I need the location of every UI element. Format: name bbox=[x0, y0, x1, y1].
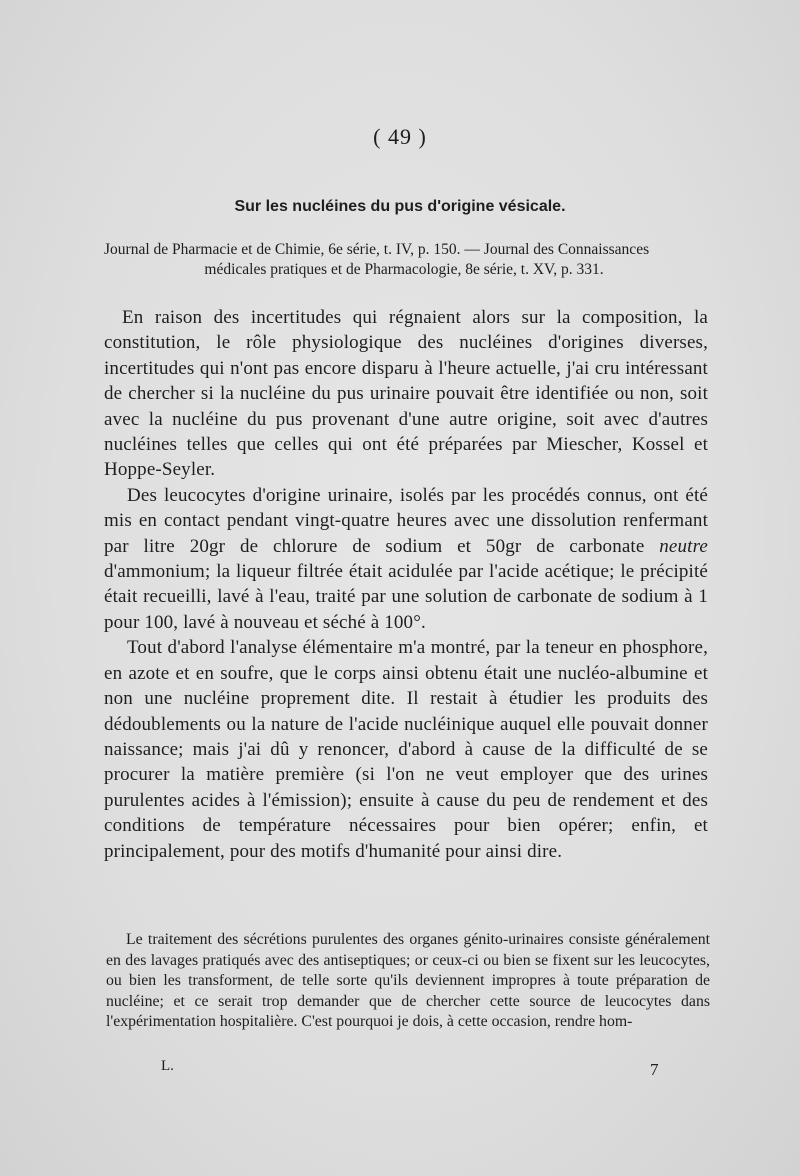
article-title: Sur les nucléines du pus d'origine vésicale. bbox=[234, 198, 566, 215]
paragraph-2-italic: neutre bbox=[659, 535, 708, 557]
paragraph-2-part-b: d'ammonium; la liqueur filtrée était acidulée par l'acide acétique; le précipité était recueilli, lavé à l'eau, traité par une solution de carbonate de sodium à 1 pour 100, lavé à nouveau et séché à 100°. bbox=[104, 561, 708, 633]
journal-reference bbox=[104, 240, 704, 280]
body-text bbox=[104, 305, 708, 864]
paragraph-1: En raison des incertitudes qui régnaient alors sur la composition, la constitution, le rôle physiologique des nucléines d'origines diverses, incertitudes qui n'ont pas encore disparu à l'heure actuelle, j'ai cru intéressant de chercher si la nucléine du pus urinaire pouvait être identifiée ou non, soit avec la nucléine du pus provenant d'une autre origine, soit avec d'autres nucléines telles que celles qui ont été préparées par Miescher, Kossel et Hoppe-Seyler. bbox=[104, 307, 708, 481]
paragraph-3: Tout d'abord l'analyse élémentaire m'a montré, par la teneur en phosphore, en azote et en soufre, que le corps ainsi obtenu était une nucléo-albumine et non une nucléine proprement dite. Il restait à étudier les produits des dédoublements ou la nature de l'acide nucléinique auquel elle pouvait donner naissance; mais j'ai dû y renoncer, d'abord à cause de la difficulté de se procurer la matière première (si l'on ne veut employer que des urines purulentes acides à l'émission); ensuite à cause du peu de rendement et des conditions de température nécessaires pour bien opérer; enfin, et principalement, pour des motifs d'humanité pour ainsi dire. bbox=[104, 637, 708, 862]
footnote bbox=[106, 930, 710, 1033]
paragraph-2-part-a: Des leucocytes d'origine urinaire, isolés par les procédés connus, ont été mis en contact pendant vingt-quatre heures avec une dissolution renfermant par litre 20gr de chlorure de sodium et 50gr de carbonate bbox=[104, 484, 708, 557]
signature-number: 7 bbox=[650, 1060, 659, 1079]
signature-letter: L. bbox=[161, 1058, 174, 1074]
reference-line-2: médicales pratiques et de Pharmacologie, 8e série, t. XV, p. 331. bbox=[204, 261, 604, 278]
reference-line-1: Journal de Pharmacie et de Chimie, 6e série, t. IV, p. 150. — Journal des Connaissances bbox=[104, 241, 650, 258]
footnote-text: Le traitement des sécrétions purulentes des organes génito-urinaires consiste généralement en des lavages pratiqués avec des antiseptiques; or ceux-ci ou bien se fixent sur les leucocytes, ou bien les transforment, de telle sorte qu'ils deviennent impropres à toute préparation de nucléine; et ce serait trop demander que de chercher cette source de leucocytes dans l'expérimentation hospitalière. C'est pourquoi je dois, à cette occasion, rendre hom- bbox=[106, 931, 710, 1030]
page-number: ( 49 ) bbox=[373, 124, 427, 149]
paragraph-2 bbox=[104, 483, 708, 635]
